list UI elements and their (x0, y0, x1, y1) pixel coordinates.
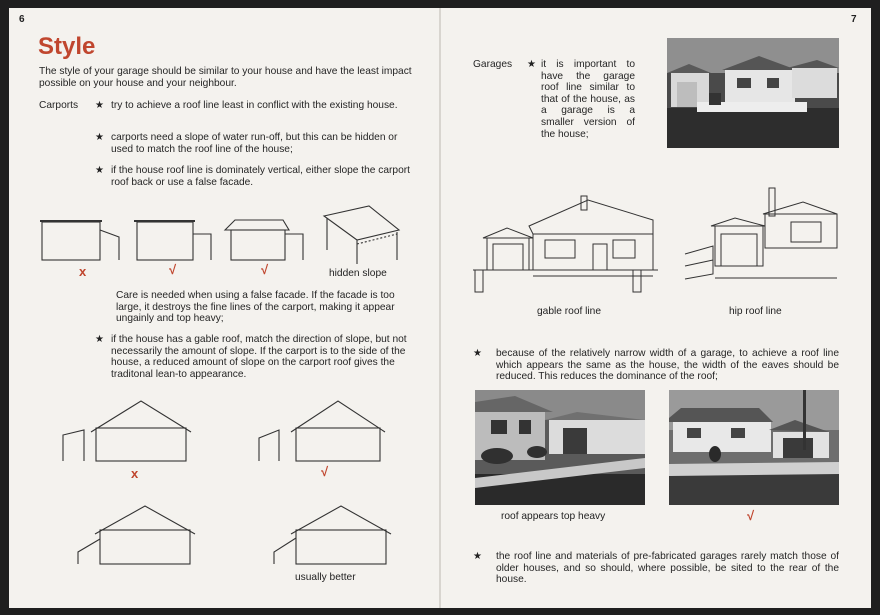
bullet-star: ★ (473, 551, 482, 562)
gable-roof-sketch (473, 190, 663, 290)
right-page (441, 8, 871, 608)
house-photo (669, 390, 839, 505)
bullet-star: ★ (527, 59, 536, 70)
gable-carport-diagram-row (69, 500, 409, 570)
check-mark: √ (261, 262, 269, 277)
page-number-left: 6 (19, 14, 25, 25)
cross-mark: x (131, 466, 139, 481)
usually-better-caption: usually better (295, 572, 356, 583)
false-facade-paragraph: Care is needed when using a false facade. If the facade is too large, it destroys the fine lines of the carport, making it appear ungainly and top heavy; (116, 290, 395, 325)
carport-bullet-3: if the house roof line is dominately vertical, either slope the carport roof back or use a false facade. (111, 165, 410, 188)
house-photo (475, 390, 645, 505)
page-number-right: 7 (851, 14, 857, 25)
carports-label: Carports (39, 100, 79, 111)
bullet-star: ★ (95, 334, 104, 345)
eaves-bullet: because of the relatively narrow width of a garage, to achieve a roof line which appears the same as the house, the width of the eaves should be reduced. This reduces the dominance of the roof; (496, 348, 839, 383)
garages-bullet: it is important to have the garage roof line similar to that of the house, as a garage is a smaller version of the house; (541, 59, 635, 140)
prefab-bullet: the roof line and materials of pre-fabricated garages rarely match those of older houses, and so should, where possible, be sited to the rear of the house. (496, 551, 839, 586)
gable-roof-bullet: if the house has a gable roof, match the direction of slope, but not necessarily the amount of slope. If the carport is to the side of the house, a reduced amount of slope on the carport roof gives the traditonal lean-to appearance. (111, 334, 407, 380)
gable-carport-diagram-row (59, 398, 399, 468)
bullet-star: ★ (95, 132, 104, 143)
left-page (9, 8, 439, 608)
carport-bullet-1: try to achieve a roof line least in conflict with the existing house. (111, 100, 398, 111)
check-mark: √ (747, 508, 755, 523)
intro-paragraph: The style of your garage should be similar to your house and have the least impact possible on your house and your neighbour. (39, 66, 412, 89)
cross-mark: x (79, 264, 87, 279)
bullet-star: ★ (473, 348, 482, 359)
gable-roof-caption: gable roof line (537, 306, 602, 317)
page-title: Style (38, 33, 96, 60)
check-mark: √ (321, 464, 329, 479)
carport-bullet-2: carports need a slope of water run-off, but this can be hidden or used to match the roof line of the house; (111, 132, 398, 155)
bullet-star: ★ (95, 165, 104, 176)
check-mark: √ (169, 262, 177, 277)
house-photo (667, 38, 839, 148)
garages-label: Garages (473, 59, 513, 70)
top-heavy-caption: roof appears top heavy (501, 511, 606, 522)
carport-diagram-row (39, 206, 419, 266)
hip-roof-caption: hip roof line (729, 306, 782, 317)
hip-roof-sketch (685, 184, 845, 294)
bullet-star: ★ (95, 100, 104, 111)
hidden-slope-caption: hidden slope (329, 268, 387, 279)
